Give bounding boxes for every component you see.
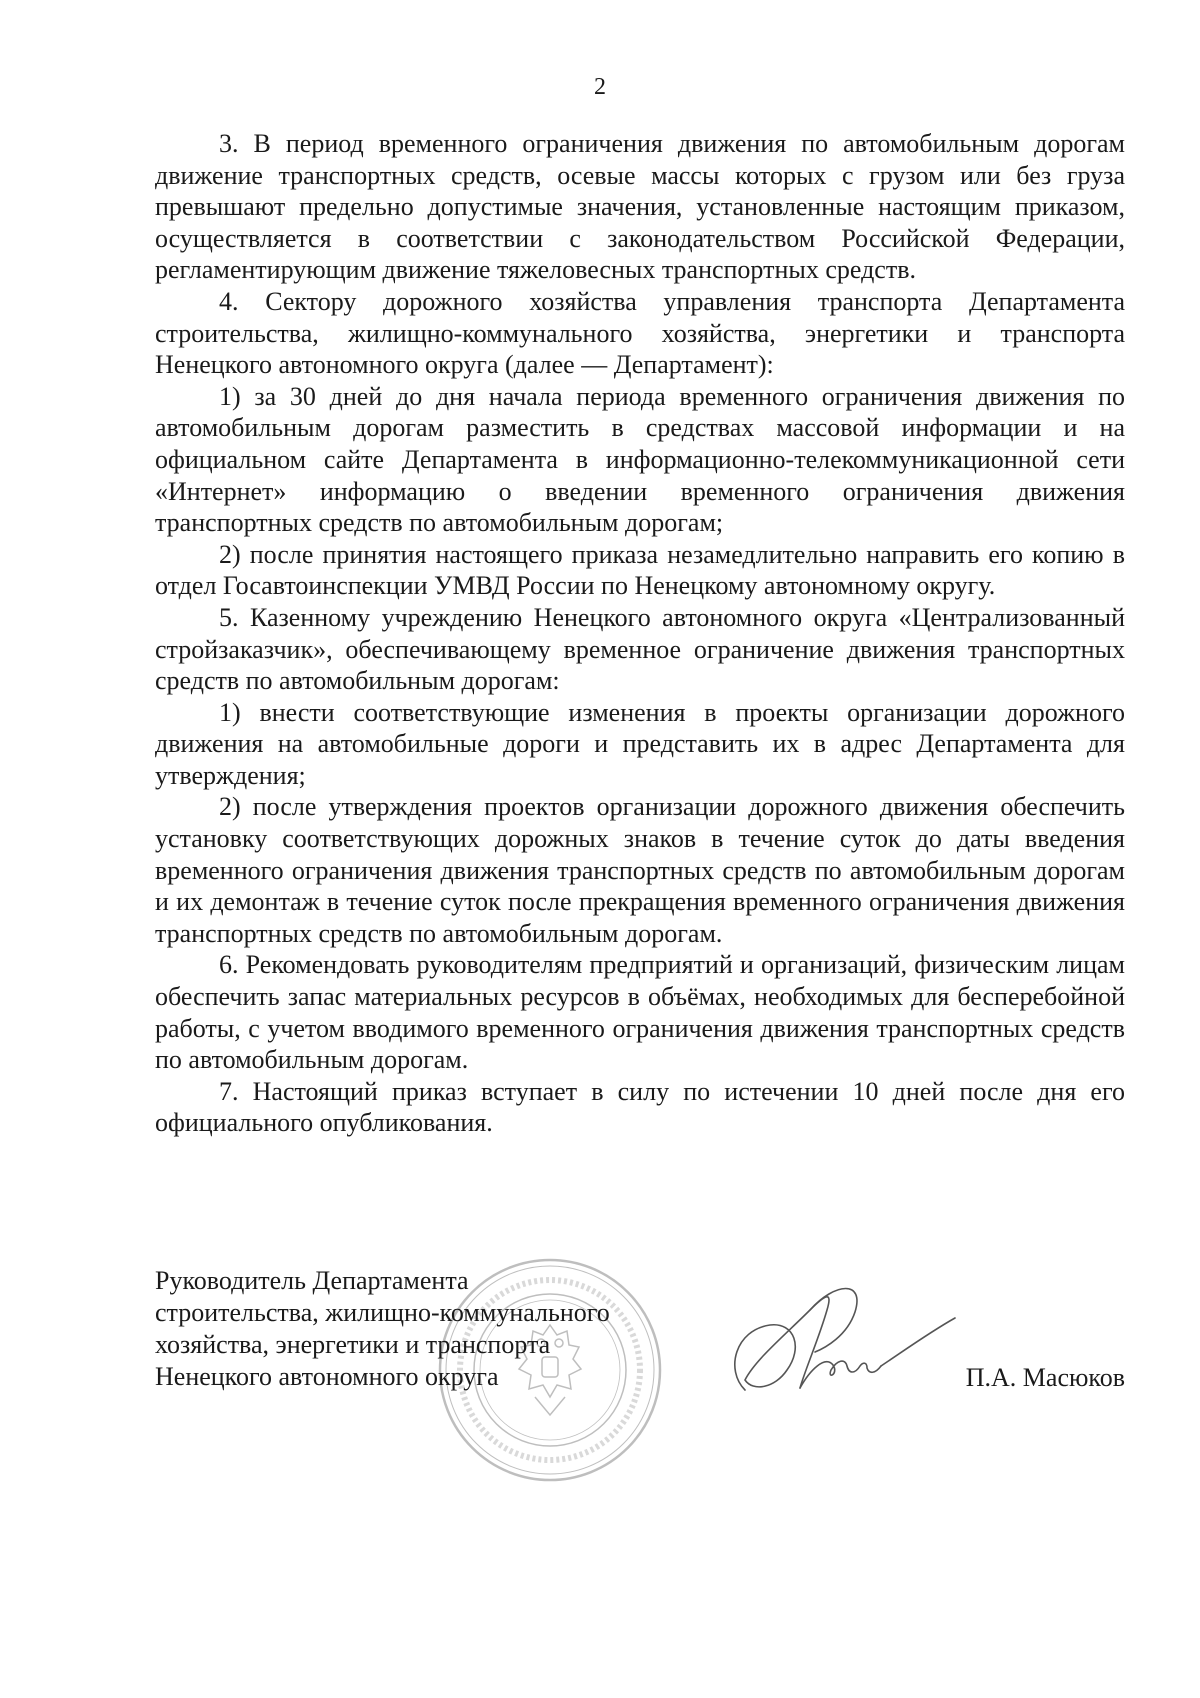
page-number: 2 [594,74,606,100]
signatory-title-line: хозяйства, энергетики и транспорта [155,1330,551,1359]
paragraph-5: 5. Казенному учреждению Ненецкого автономного округа «Централизованный стройзаказчик», обеспечивающему временное ограничение движения транспортных средств по автомобильным дорогам: [155,602,1125,696]
paragraph-4: 4. Сектору дорожного хозяйства управления транспорта Департамента строительства, жилищно-коммунального хозяйства, энергетики и транспорта Ненецкого автономного округа (далее — Департамент): [155,286,1125,380]
signatory-title-line: Ненецкого автономного округа [155,1362,499,1391]
paragraph-5-2: 2) после утверждения проектов организации дорожного движения обеспечить установку соответствующих дорожных знаков в течение суток до даты введения временного ограничения движения транспортных средств по автомобильным дорогам и их демонтаж в течение суток после прекращения временного ограничения движения транспортных средств по автомобильным дорогам. [155,792,1125,948]
signatory-title-line: Руководитель Департамента [155,1266,469,1295]
document-body [155,128,1125,1139]
handwritten-signature [715,1270,965,1420]
signatory-title-line: строительства, жилищно-коммунального [155,1298,610,1327]
paragraph-5-1: 1) внести соответствующие изменения в проекты организации дорожного движения на автомобильные дороги и представить их в адрес Департамента для утверждения; [155,697,1125,790]
paragraph-7: 7. Настоящий приказ вступает в силу по истечении 10 дней после дня его официального опубликования. [155,1076,1125,1138]
paragraph-6: 6. Рекомендовать руководителям предприятий и организаций, физическим лицам обеспечить запас материальных ресурсов в объёмах, необходимых для бесперебойной работы, с учетом вводимого временного ограничения движения транспортных средств по автомобильным дорогам. [155,950,1125,1075]
paragraph-4-1: 1) за 30 дней до дня начала периода временного ограничения движения по автомобильным дорогам разместить в средствах массовой информации и на официальном сайте Департамента в информационно-телекоммуникационной сети «Интернет» информацию о введении временного ограничения движения транспортных средств по автомобильным дорогам; [155,381,1125,538]
signatory-name: П.А. Масюков [965,1363,1125,1392]
signatory-title [155,1265,610,1393]
paragraph-4-2: 2) после принятия настоящего приказа незамедлительно направить его копию в отдел Госавтоинспекции УМВД России по Ненецкому автономному округу. [155,539,1125,601]
paragraph-3: 3. В период временного ограничения движения по автомобильным дорогам движение транспортных средств, осевые массы которых с грузом или без груза превышают предельно допустимые значения, установленные настоящим приказом, осуществляется в соответствии с законодательством Российской Федерации, регламентирующим движение тяжеловесных транспортных средств. [155,129,1125,285]
signature-block [155,1265,1125,1465]
